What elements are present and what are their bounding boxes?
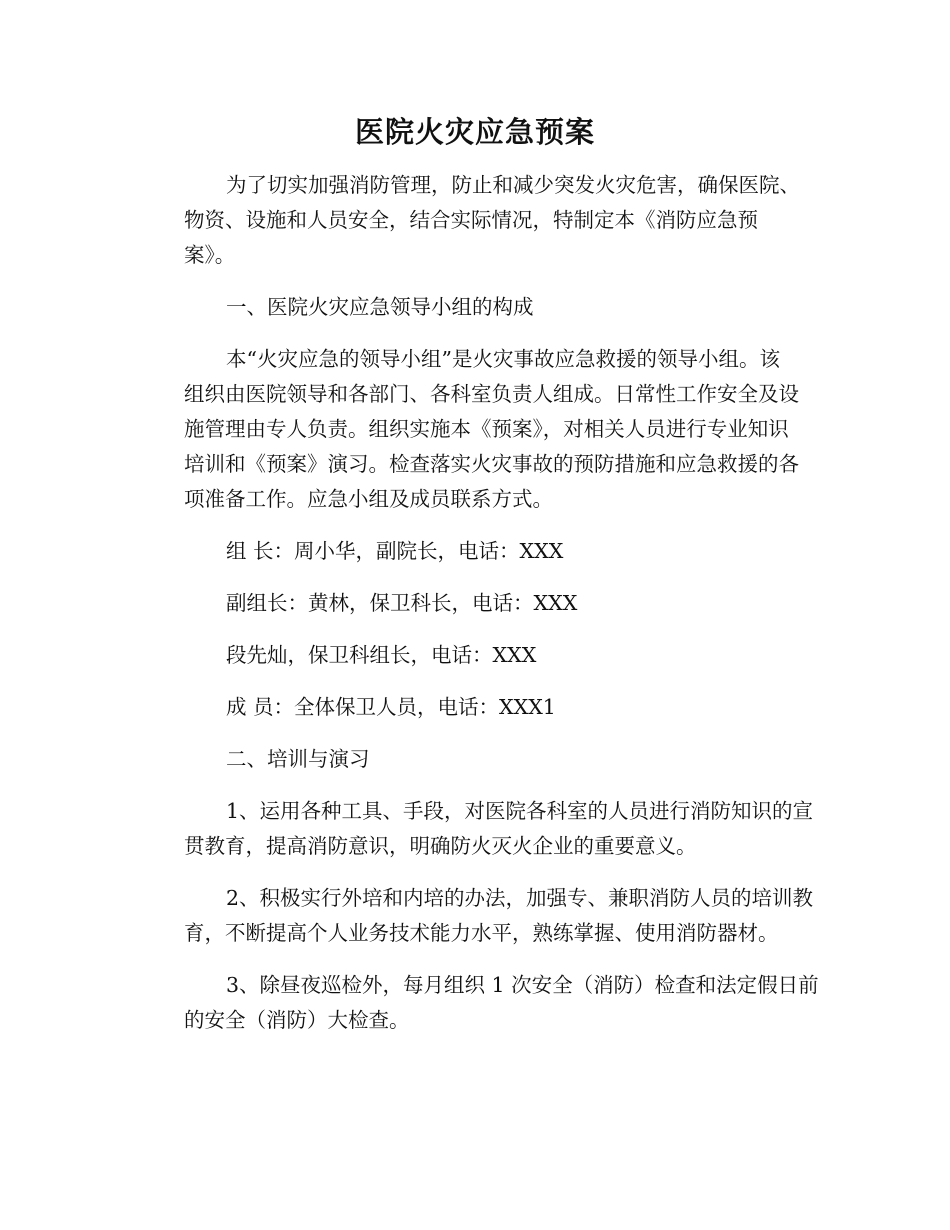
paragraph-line: 一、医院火灾应急领导小组的构成	[226, 295, 534, 319]
paragraph-line: 二、培训与演习	[226, 747, 370, 771]
section-2-heading	[142, 742, 802, 777]
paragraph-line: 3、除昼夜巡检外，每月组织 1 次安全（消防）检查和法定假日前	[226, 973, 819, 997]
paragraph-line: 2、积极实行外培和内培的办法，加强专、兼职消防人员的培训教	[226, 886, 814, 910]
paragraph-line: 培训和《预案》演习。检查落实火灾事故的预防措施和应急救援的各	[184, 452, 799, 476]
document-body	[142, 168, 819, 1055]
training-item-3	[142, 968, 819, 1038]
members-contact	[142, 690, 802, 725]
paragraph-line: 物资、设施和人员安全，结合实际情况，特制定本《消防应急预	[184, 208, 758, 232]
paragraph-line: 项准备工作。应急小组及成员联系方式。	[184, 487, 553, 511]
section-1-body	[142, 342, 802, 517]
paragraph-line: 组 长：周小华，副院长，电话：XXX	[226, 539, 564, 563]
paragraph-line: 组织由医院领导和各部门、各科室负责人组成。日常性工作安全及设	[184, 382, 799, 406]
training-item-1	[142, 794, 814, 864]
paragraph-intro	[142, 168, 802, 273]
paragraph-line: 1、运用各种工具、手段，对医院各科室的人员进行消防知识的宣	[226, 799, 814, 823]
section-chief-contact	[142, 638, 802, 673]
paragraph-line: 案》。	[184, 243, 236, 267]
paragraph-line: 段先灿，保卫科组长，电话：XXX	[226, 643, 537, 667]
deputy-leader-contact	[142, 586, 802, 621]
paragraph-line: 育，不断提高个人业务技术能力水平，熟练掌握、使用消防器材。	[184, 921, 779, 945]
paragraph-line: 施管理由专人负责。组织实施本《预案》，对相关人员进行专业知识	[184, 417, 789, 441]
paragraph-line: 为了切实加强消防管理，防止和减少突发火灾危害，确保医院、	[226, 173, 800, 197]
leader-contact	[142, 534, 802, 569]
paragraph-line: 副组长：黄林，保卫科长，电话：XXX	[226, 591, 578, 615]
paragraph-line: 成 员：全体保卫人员，电话：XXX1	[226, 695, 556, 719]
section-1-heading	[142, 290, 802, 325]
paragraph-line: 贯教育，提高消防意识，明确防火灭火企业的重要意义。	[184, 834, 697, 858]
paragraph-line: 的安全（消防）大检查。	[184, 1008, 410, 1032]
paragraph-line: 本“火灾应急的领导小组”是火灾事故应急救援的领导小组。该	[226, 347, 780, 371]
training-item-2	[142, 881, 814, 951]
document-title: 医院火灾应急预案	[354, 115, 595, 149]
